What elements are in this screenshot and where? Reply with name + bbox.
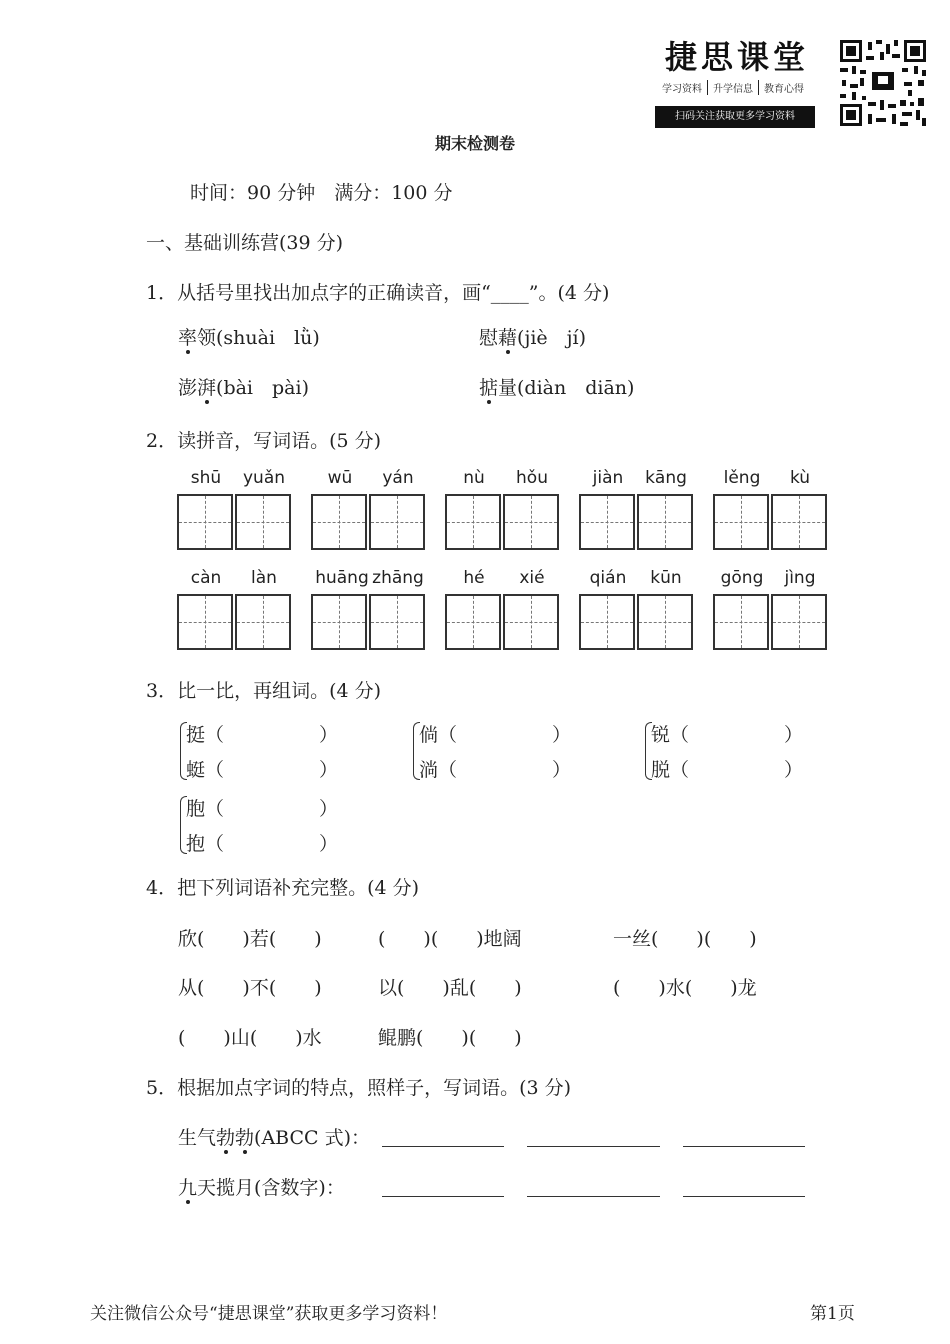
idiom-blank: ( )山( )水	[178, 1027, 322, 1049]
writing-box[interactable]	[771, 594, 827, 650]
question-2: 2．读拼音，写词语。(5 分)	[146, 430, 382, 452]
pinyin-label: làn	[251, 568, 277, 588]
pinyin-label: xié	[519, 568, 545, 588]
writing-box[interactable]	[637, 594, 693, 650]
answer-line[interactable]	[382, 1146, 504, 1147]
q5-example: 生气勃勃(ABCC 式)：	[178, 1127, 371, 1149]
writing-box[interactable]	[637, 494, 693, 550]
compare-word: 胞（ ）	[186, 798, 339, 820]
writing-box[interactable]	[579, 494, 635, 550]
page-title: 期末检测卷	[434, 134, 515, 153]
pinyin-label: wū	[327, 468, 353, 488]
tag-study-materials: 学习资料	[662, 84, 702, 95]
q1-item: 慰藉(jiè jí)	[479, 327, 587, 349]
idiom-blank: 以( )乱( )	[378, 977, 522, 999]
section-heading: 一、基础训练营(39 分)	[146, 232, 344, 254]
compare-word: 挺（ ）	[186, 724, 339, 746]
question-5: 5．根据加点字词的特点，照样子，写词语。(3 分)	[146, 1077, 572, 1099]
pinyin-label: hé	[463, 568, 485, 588]
pinyin-label: gōng	[720, 568, 764, 588]
pinyin-label: hǒu	[516, 468, 548, 488]
pinyin-label: jiàn	[592, 468, 624, 488]
exam-meta: 时间：90 分钟 满分：100 分	[190, 182, 453, 204]
q5-example: 九天揽月(含数字)：	[178, 1177, 345, 1199]
writing-box[interactable]	[713, 494, 769, 550]
tag-admission-info: 升学信息	[707, 80, 758, 95]
compare-word: 抱（ ）	[186, 833, 339, 855]
answer-line[interactable]	[683, 1196, 805, 1197]
q1-item: 掂量(diàn diān)	[479, 377, 635, 399]
writing-box[interactable]	[235, 594, 291, 650]
tag-education-notes: 教育心得	[758, 80, 809, 95]
writing-box[interactable]	[579, 594, 635, 650]
idiom-blank: ( )( )地阔	[378, 928, 522, 950]
pinyin-label: shū	[190, 468, 222, 488]
writing-box[interactable]	[369, 494, 425, 550]
answer-line[interactable]	[527, 1146, 660, 1147]
footer-note: 关注微信公众号“捷思课堂”获取更多学习资料！	[90, 1304, 448, 1324]
idiom-blank: 一丝( )( )	[613, 928, 757, 950]
writing-box[interactable]	[369, 594, 425, 650]
pinyin-label: lěng	[723, 468, 761, 488]
pinyin-label: yuǎn	[242, 468, 286, 488]
writing-box[interactable]	[713, 594, 769, 650]
pinyin-label: kāng	[645, 468, 687, 488]
idiom-blank: ( )水( )龙	[613, 977, 757, 999]
writing-box[interactable]	[311, 594, 367, 650]
writing-box[interactable]	[177, 594, 233, 650]
idiom-blank: 从( )不( )	[178, 977, 322, 999]
brand-logo-text: 捷思课堂	[665, 38, 810, 76]
writing-box[interactable]	[445, 494, 501, 550]
q1-item: 率领(shuài lǜ)	[178, 327, 320, 349]
writing-box[interactable]	[235, 494, 291, 550]
pinyin-label: kù	[789, 468, 811, 488]
compare-word: 蜓（ ）	[186, 759, 339, 781]
idiom-blank: 欣( )若( )	[178, 928, 322, 950]
question-3: 3．比一比，再组词。(4 分)	[146, 680, 382, 702]
qr-code-icon	[838, 38, 928, 128]
writing-box[interactable]	[771, 494, 827, 550]
compare-word: 脱（ ）	[651, 759, 804, 781]
answer-line[interactable]	[683, 1146, 805, 1147]
pinyin-label: zhāng	[372, 568, 424, 588]
writing-box[interactable]	[503, 594, 559, 650]
answer-line[interactable]	[382, 1196, 504, 1197]
idiom-blank: 鲲鹏( )( )	[378, 1027, 522, 1049]
writing-box[interactable]	[177, 494, 233, 550]
writing-box[interactable]	[503, 494, 559, 550]
q1-item: 澎湃(bài pài)	[178, 377, 309, 399]
brand-tags	[657, 80, 809, 95]
pinyin-label: jìng	[784, 568, 816, 588]
writing-box[interactable]	[311, 494, 367, 550]
compare-word: 锐（ ）	[651, 724, 804, 746]
pinyin-label: qián	[589, 568, 627, 588]
page-number: 第1页	[810, 1304, 855, 1324]
compare-word: 倘（ ）	[419, 724, 572, 746]
pinyin-label: huāng	[315, 568, 369, 588]
scan-banner: 扫码关注获取更多学习资料	[655, 106, 815, 128]
writing-box[interactable]	[445, 594, 501, 650]
compare-word: 淌（ ）	[419, 759, 572, 781]
pinyin-label: càn	[190, 568, 222, 588]
pinyin-label: yán	[382, 468, 414, 488]
pinyin-label: kūn	[650, 568, 682, 588]
question-4: 4．把下列词语补充完整。(4 分)	[146, 877, 420, 899]
question-1: 1．从括号里找出加点字的正确读音，画“____”。(4 分)	[146, 282, 610, 304]
answer-line[interactable]	[527, 1196, 660, 1197]
pinyin-label: nù	[463, 468, 485, 488]
